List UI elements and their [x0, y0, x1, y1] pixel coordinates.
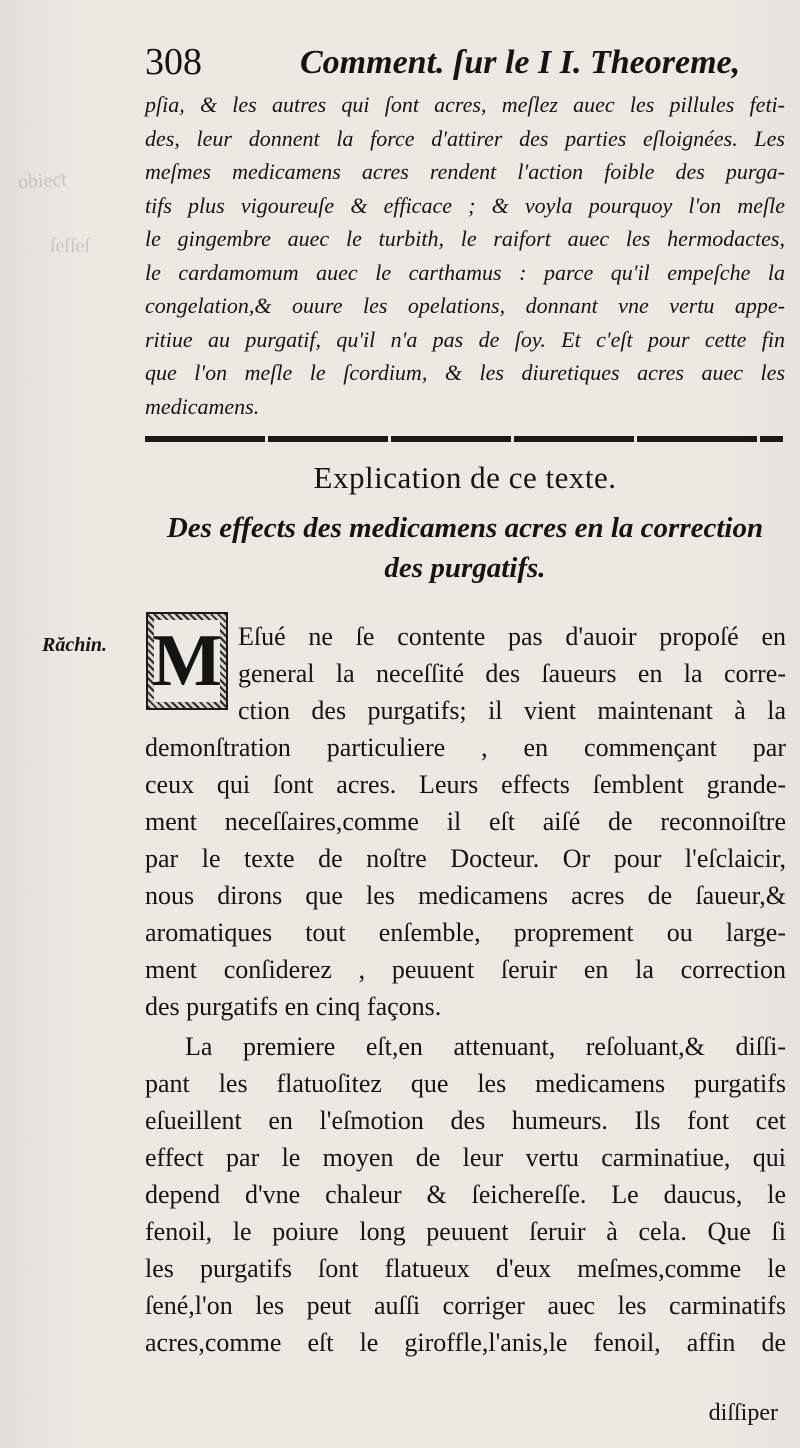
body-line: aromatiques tout enſemble, proprement ou large-	[145, 918, 786, 947]
body-line: general la neceſſité des ſaueurs en la corre-	[238, 659, 786, 688]
catchword: diſſiper	[708, 1400, 778, 1426]
body-line: nous dirons que les medicamens acres de ſaueur,&	[145, 881, 786, 910]
body-line: ment neceſſaires,comme il eſt aiſé de reconnoiſtre	[145, 807, 786, 836]
italic-line: des, leur donnent la force d'attirer des parties eſloignées. Les	[145, 125, 785, 151]
page-number: 308	[145, 41, 202, 83]
bleed-through-text: obieƈt	[17, 168, 68, 194]
section-heading: Explication de ce texte.	[313, 460, 617, 495]
body-line: par le texte de noſtre Docteur. Or pour l'eſclaicir,	[145, 844, 786, 873]
body-line: eſueillent en l'eſmotion des humeurs. Ils font cet	[145, 1106, 786, 1135]
body-line: acres,comme eſt le giroffle,l'anis,le fenoil, affin de	[145, 1328, 786, 1357]
section-subtitle-line-1: Des effects des medicamens acres en la correction	[166, 512, 764, 544]
italic-line: pſia, & les autres qui ſont acres, meſlez auec les pillules feti-	[145, 92, 785, 117]
running-title: Comment. ſur le I I. Theoreme,	[300, 44, 741, 81]
body-line: ceux qui ſont acres. Leurs effects ſemblent grande-	[145, 770, 786, 799]
body-line: Eſué ne ſe contente pas d'auoir propoſé en	[238, 622, 786, 651]
body-line: ction des purgatifs; il vient maintenant à la	[238, 696, 786, 725]
body-line: fenoil, le poiure long peuuent ſeruir à cela. Que ſi	[145, 1217, 786, 1246]
italic-line: meſmes medicamens acres rendent l'action foible des purga-	[145, 159, 785, 184]
body-line: des purgatifs en cinq façons.	[145, 992, 442, 1021]
body-line: demonſtration particuliere , en commençant par	[145, 733, 786, 762]
running-head	[145, 36, 772, 88]
italic-line: le cardamomum auec le carthamus : parce qu'il empeſche la	[145, 259, 785, 285]
italic-line: que l'on meſle le ſcordium, & les diuretiques acres auec les	[145, 360, 785, 385]
italic-line: tifs plus vigoureuſe & efficace ; & voyla pourquoy l'on meſle	[145, 192, 785, 218]
body-line: pant les flatuoſitez que les medicamens purgatifs	[145, 1069, 786, 1098]
section-divider	[145, 436, 783, 442]
italic-line: ritiue au purgatif, qu'il n'a pas de ſoy. Et c'eſt pour cette fin	[145, 326, 785, 352]
body-line: depend d'vne chaleur & ſeichereſſe. Le daucus, le	[145, 1180, 786, 1209]
section-subtitle-line-2: des purgatifs.	[384, 552, 546, 584]
body-line: La premiere eſt,en attenuant, reſoluant,& diſſi-	[185, 1032, 786, 1061]
margin-note: Răchin.	[42, 634, 108, 656]
drop-cap	[146, 612, 228, 710]
italic-commentary-block	[145, 88, 785, 423]
italic-line: le gingembre auec le turbith, le raifort auec les hermodactes,	[145, 226, 785, 251]
italic-line: medicamens.	[145, 393, 260, 419]
italic-line: congelation,& ouure les opelations, donnant vne vertu appe-	[145, 293, 785, 318]
body-line: ſené,l'on les peut auſſi corriger auec les carminatifs	[145, 1291, 786, 1320]
body-line: ment conſiderez , peuuent ſeruir en la correction	[145, 955, 786, 984]
body-line: effect par le moyen de leur vertu carminatiue, qui	[145, 1143, 786, 1172]
bleed-through-text: ſeſſeſ	[50, 235, 90, 257]
body-line: les purgatifs ſont flatueux d'eux meſmes,comme le	[145, 1254, 786, 1283]
drop-cap-letter: M	[152, 620, 222, 702]
